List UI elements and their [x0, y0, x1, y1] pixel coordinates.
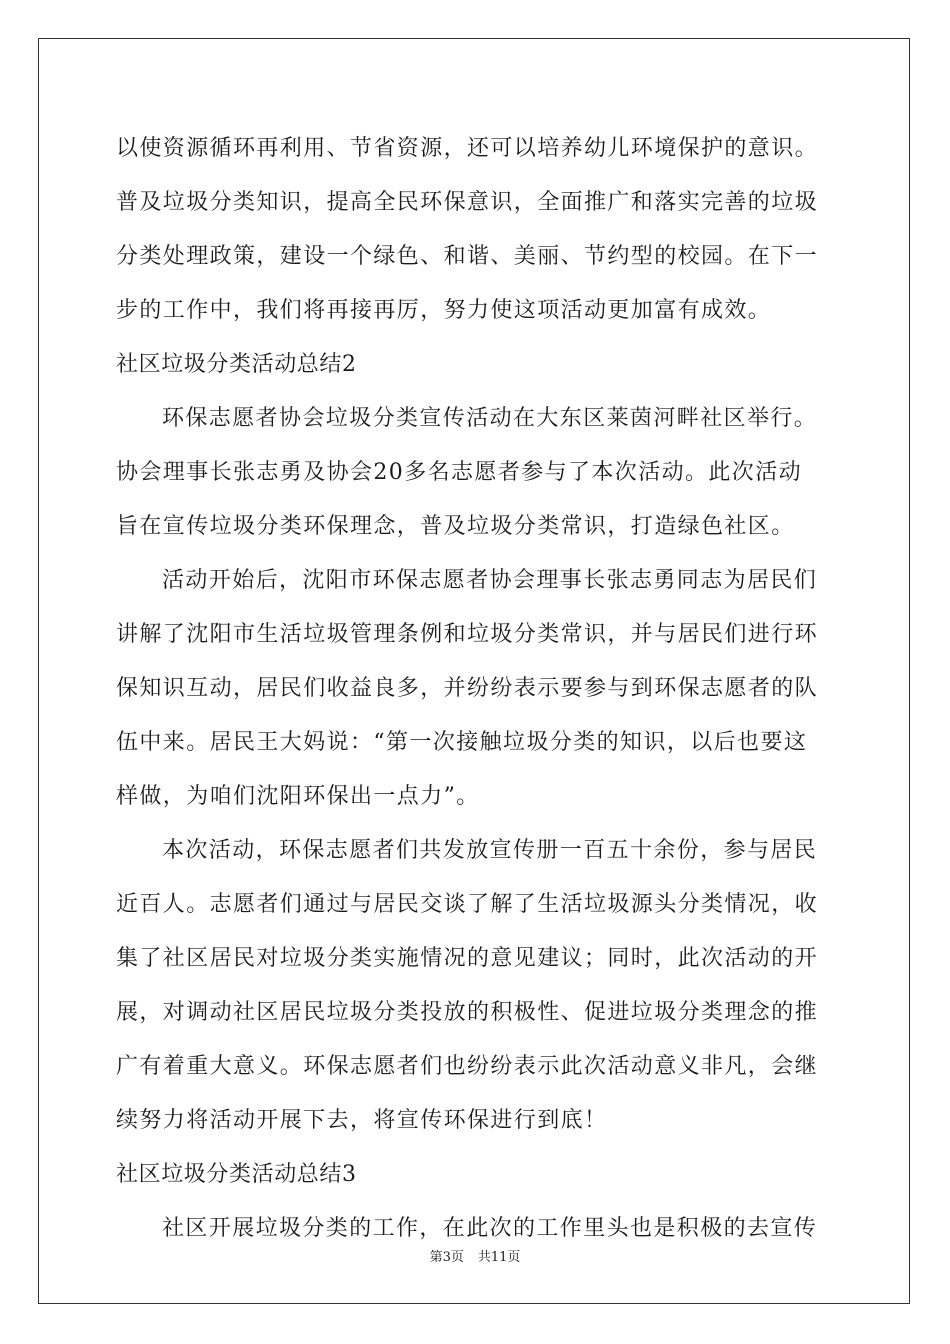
page-total: 共11页 — [477, 1250, 521, 1265]
paragraph-line: 伍中来。居民王大妈说：“第一次接触垃圾分类的知识，以后也要这 — [116, 730, 808, 755]
paragraph-line: 环保志愿者协会垃圾分类宣传活动在大东区莱茵河畔社区举行。 — [162, 406, 818, 431]
section-heading-2: 社区垃圾分类活动总结2 — [116, 352, 357, 377]
paragraph-line: 旨在宣传垃圾分类环保理念，普及垃圾分类常识，打造绿色社区。 — [116, 514, 795, 539]
paragraph-line: 普及垃圾分类知识，提高全民环保意识，全面推广和落实完善的垃圾 — [116, 190, 819, 215]
paragraph-line: 展，对调动社区居民垃圾分类投放的积极性、促进垃圾分类理念的推 — [116, 1000, 819, 1025]
section-heading-3: 社区垃圾分类活动总结3 — [116, 1162, 357, 1187]
paragraph-line: 样做，为咱们沈阳环保出一点力”。 — [116, 784, 480, 809]
page-footer — [0, 1246, 950, 1265]
paragraph-line: 分类处理政策，建设一个绿色、和谐、美丽、节约型的校园。在下一 — [116, 244, 819, 269]
paragraph-line: 步的工作中，我们将再接再厉，努力使这项活动更加富有成效。 — [116, 298, 772, 323]
paragraph-line: 以使资源循环再利用、节省资源，还可以培养幼儿环境保护的意识。 — [116, 136, 819, 161]
paragraph-line: 续努力将活动开展下去，将宣传环保进行到底！ — [116, 1108, 608, 1133]
paragraph-line: 集了社区居民对垃圾分类实施情况的意见建议；同时，此次活动的开 — [116, 946, 819, 971]
paragraph-line: 活动开始后，沈阳市环保志愿者协会理事长张志勇同志为居民们 — [162, 568, 818, 593]
paragraph-line: 协会理事长张志勇及协会20多名志愿者参与了本次活动。此次活动 — [116, 460, 802, 485]
paragraph-line: 本次活动，环保志愿者们共发放宣传册一百五十余份，参与居民 — [162, 838, 818, 863]
paragraph-line: 讲解了沈阳市生活垃圾管理条例和垃圾分类常识，并与居民们进行环 — [116, 622, 819, 647]
paragraph-line: 近百人。志愿者们通过与居民交谈了解了生活垃圾源头分类情况，收 — [116, 892, 819, 917]
paragraph-line: 保知识互动，居民们收益良多，并纷纷表示要参与到环保志愿者的队 — [116, 676, 819, 701]
document-body — [116, 122, 834, 1256]
paragraph-line: 社区开展垃圾分类的工作，在此次的工作里头也是积极的去宣传 — [162, 1216, 818, 1241]
paragraph-line: 广有着重大意义。环保志愿者们也纷纷表示此次活动意义非凡，会继 — [116, 1054, 819, 1079]
page-number: 第3页 — [429, 1250, 464, 1265]
